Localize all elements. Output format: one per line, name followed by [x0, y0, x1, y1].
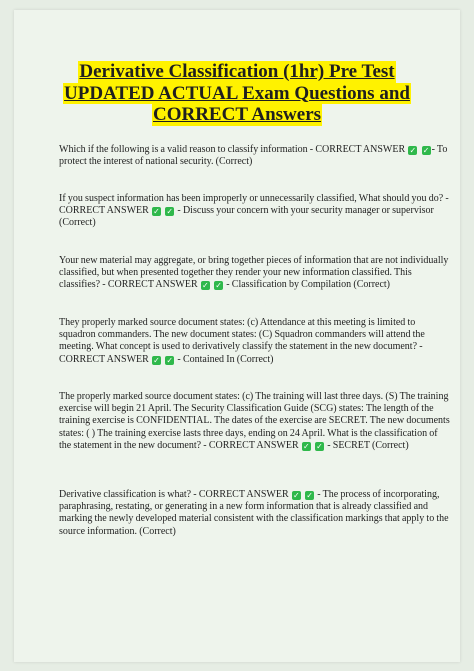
- title-line-1: Derivative Classification (1hr) Pre Test: [79, 61, 395, 82]
- check-icon: ✓: [201, 281, 209, 291]
- question-text: They properly marked source document states: (c) Attendance at this meeting is limited to squadron commanders. The new document states: (C) Squadron commanders will attend the meeting. What concept is used to derivatively classify the statement in the new document? -: [59, 317, 425, 353]
- check-icon: ✓: [316, 441, 323, 451]
- question-text: Which if the following is a valid reason to classify information -: [59, 144, 314, 155]
- check-icon: ✓: [409, 146, 417, 155]
- check-icon: ✓: [302, 441, 310, 451]
- answer-marker: CORRECT ANSWER: [208, 439, 299, 451]
- answer-marker: CORRECT ANSWER: [315, 144, 406, 155]
- check-icon: ✓: [166, 355, 174, 365]
- question-text: If you suspect information has been improperly or unnecessarily classified, What should you do? -: [59, 193, 449, 204]
- answer-text: - Contained In (Correct): [177, 353, 274, 365]
- answer-text: - Discuss your concern with your security manager or supervisor (Correct): [59, 205, 434, 229]
- check-icon: ✓: [153, 207, 160, 217]
- qa-item-3: [59, 255, 451, 292]
- qa-item-1: [59, 144, 451, 168]
- title-line-2: UPDATED ACTUAL Exam Questions and: [64, 82, 410, 104]
- check-icon: ✓: [306, 491, 313, 500]
- question-text: The properly marked source document states: (c) The training will last three days. (S) The training exercise will begin 21 April. The Security Classification Guide (SCG) states: The length of the training exercise is CONFIDENTIAL. The dates of the exercise are SECRET. The new documents states: ( ) The training exercise lasts three days, ending on 24 April. What is the classification of the statement in the new document? -: [59, 391, 450, 451]
- document-page: [14, 10, 460, 662]
- check-icon: ✓: [153, 355, 160, 365]
- answer-marker: CORRECT ANSWER: [107, 279, 198, 291]
- check-icon: ✓: [166, 207, 174, 217]
- document-title: [14, 61, 460, 126]
- qa-item-6: [59, 489, 451, 538]
- answer-text: - To protect the interest of national security. (Correct): [59, 144, 448, 168]
- check-icon: ✓: [422, 146, 430, 155]
- answer-text: - The process of incorporating, paraphrasing, restating, or generating in a new form information that is already classified and marking the newly developed material consistent with the classification markings that apply to the source information. (Correct): [59, 489, 449, 537]
- qa-item-4: [59, 317, 451, 366]
- answer-text: - Classification by Compilation (Correct): [226, 279, 391, 291]
- title-line-3: CORRECT Answers: [152, 104, 322, 125]
- qa-item-2: [59, 193, 451, 230]
- question-text: Your new material may aggregate, or bring together pieces of information that are not individually classified, but when presented together they render your new information classified. This classifies? -: [59, 255, 449, 291]
- check-icon: ✓: [215, 281, 222, 291]
- answer-text: - SECRET (Correct): [327, 439, 409, 451]
- answer-marker: CORRECT ANSWER: [198, 489, 289, 500]
- qa-item-5: [59, 391, 451, 452]
- answer-marker: CORRECT ANSWER: [59, 353, 149, 365]
- answer-marker: CORRECT ANSWER: [59, 205, 149, 217]
- check-icon: ✓: [293, 491, 300, 500]
- question-text: Derivative classification is what? -: [59, 489, 197, 500]
